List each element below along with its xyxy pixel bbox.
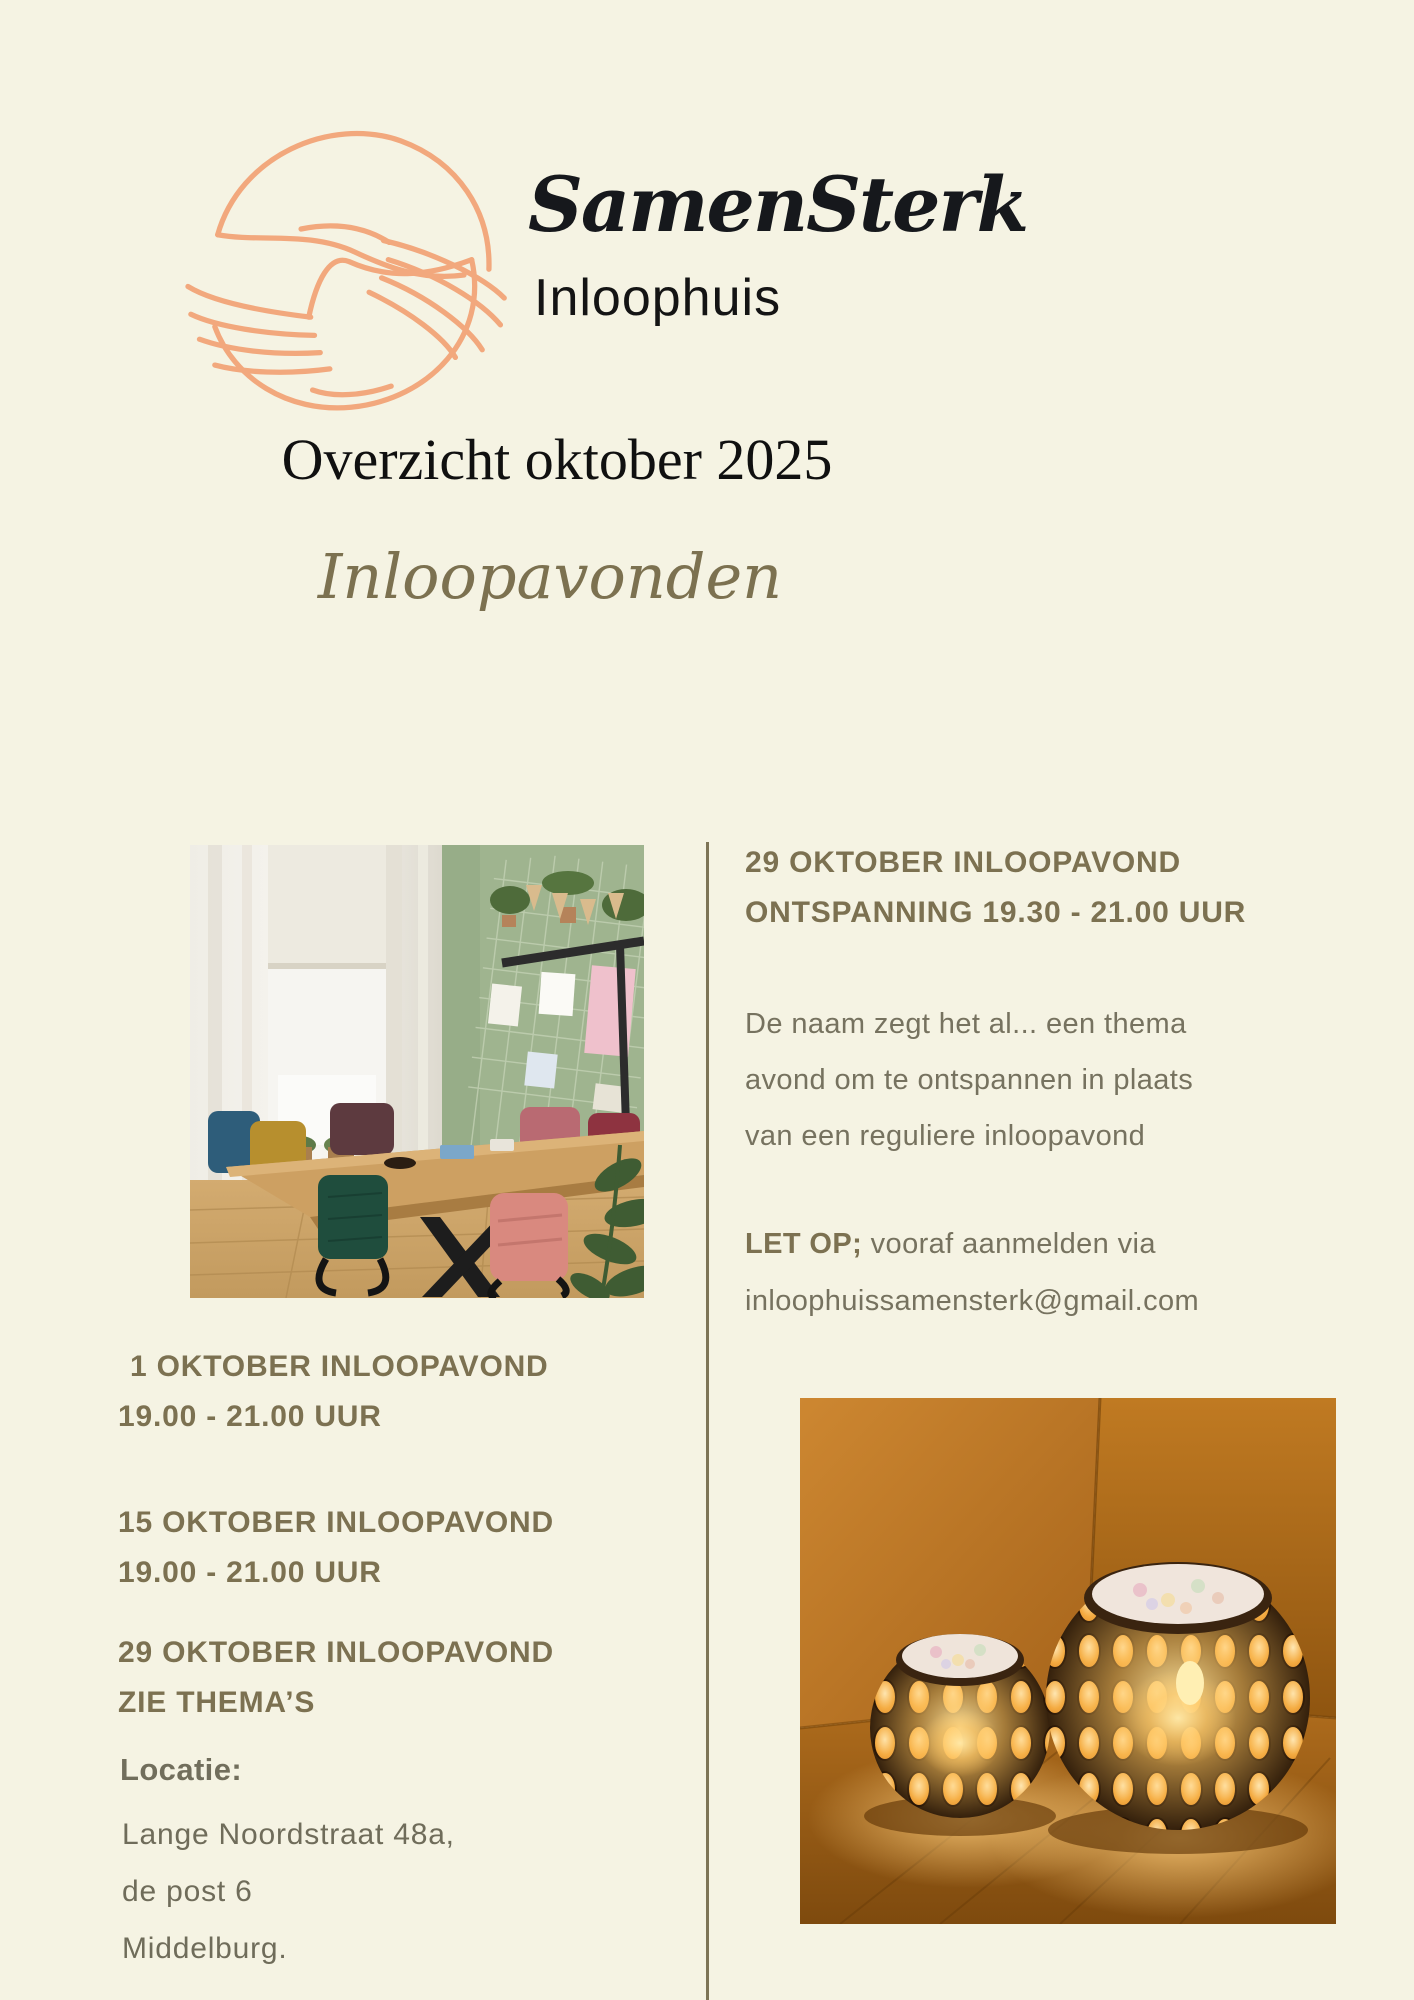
location-label: Locatie: bbox=[120, 1752, 243, 1787]
signup-note-emphasis: LET OP; bbox=[745, 1228, 863, 1260]
theme-event-description bbox=[745, 996, 1193, 1164]
dining-room-photo bbox=[190, 845, 644, 1298]
section-title: Inloopavonden bbox=[317, 540, 783, 613]
theme-event-line2: ONTSPANNING 19.30 - 21.00 UUR bbox=[745, 896, 1247, 929]
signup-note-line1 bbox=[745, 1216, 1199, 1273]
signup-note bbox=[745, 1216, 1199, 1330]
event-item bbox=[118, 1342, 549, 1442]
event-time: 19.00 - 21.00 UUR bbox=[118, 1556, 382, 1589]
location-address bbox=[122, 1806, 455, 1977]
description-line: van een reguliere inloopavond bbox=[745, 1120, 1146, 1152]
two-hands-circle-icon bbox=[165, 82, 510, 422]
event-theme: ZIE THEMA’S bbox=[118, 1686, 316, 1719]
description-line: De naam zegt het al... een thema bbox=[745, 1008, 1187, 1040]
theme-event-line1: 29 OKTOBER INLOOPAVOND bbox=[745, 846, 1181, 879]
event-time: 19.00 - 21.00 UUR bbox=[118, 1400, 382, 1433]
description-line: avond om te ontspannen in plaats bbox=[745, 1064, 1194, 1096]
event-date: 15 OKTOBER INLOOPAVOND bbox=[118, 1506, 554, 1539]
address-building: de post 6 bbox=[122, 1875, 253, 1908]
event-date: 29 OKTOBER INLOOPAVOND bbox=[118, 1636, 554, 1669]
event-date: 1 OKTOBER INLOOPAVOND bbox=[130, 1350, 549, 1383]
brand-name: SamenSterk bbox=[528, 160, 1028, 249]
address-street: Lange Noordstraat 48a, bbox=[122, 1818, 455, 1851]
signup-note-text: vooraf aanmelden via bbox=[862, 1228, 1156, 1260]
signup-email: inloophuissamensterk@gmail.com bbox=[745, 1285, 1200, 1317]
event-item bbox=[118, 1628, 554, 1728]
event-item bbox=[118, 1498, 554, 1598]
page-title: Overzicht oktober 2025 bbox=[281, 427, 833, 492]
theme-event-heading bbox=[745, 838, 1246, 938]
column-divider bbox=[706, 842, 709, 2000]
candle-holders-photo bbox=[800, 1398, 1336, 1924]
brand-subtitle: Inloophuis bbox=[534, 269, 782, 327]
address-city: Middelburg. bbox=[122, 1932, 288, 1965]
